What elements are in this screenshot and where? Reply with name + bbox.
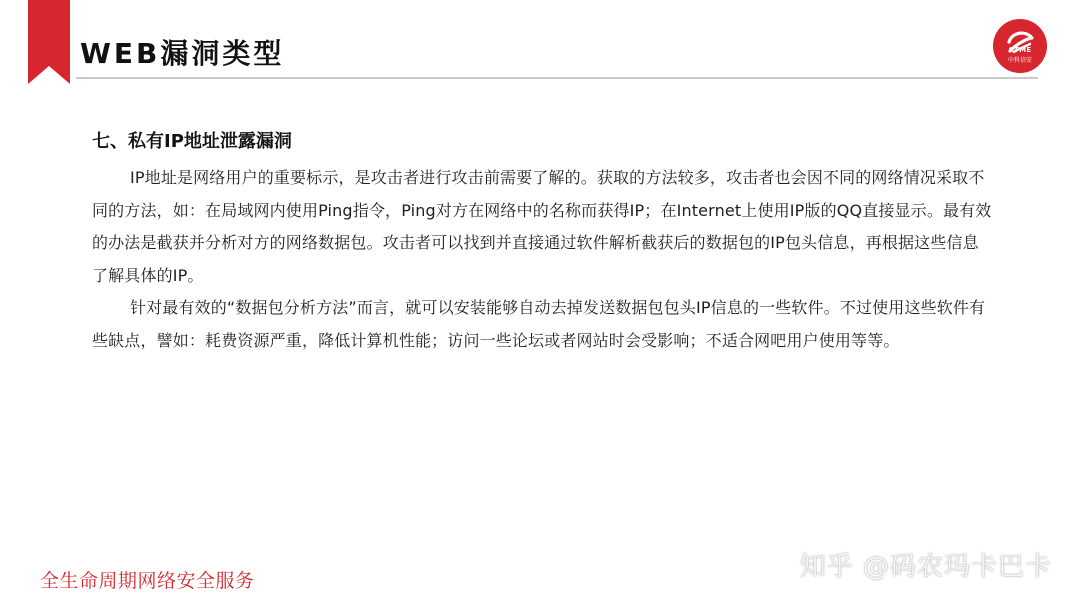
section-heading: 七、私有IP地址泄露漏洞 [92,131,292,152]
page-title: WEB漏洞类型 [80,37,285,70]
header-divider [76,77,1038,79]
paragraph-countermeasures: 针对最有效的“数据包分析方法”而言，就可以安装能够自动去掉发送数据包包头IP信息的一些软件。不过使用这些软件有些缺点，譬如：耗费资源严重，降低计算机性能；访问一些论坛或者网站时会受影响；不适合网吧用户使用等等。 [92,298,986,350]
paragraph-ip-acquisition: IP地址是网络用户的重要标示，是攻击者进行攻击前需要了解的。获取的方法较多，攻击者也会因不同的网络情况采取不同的方法，如：在局域网内使用Ping指令，Ping对方在网络中的名称而获得IP；在Internet上使用IP版的QQ直接显示。最有效的办法是截获并分析对方的网络数据包。攻击者可以找到并直接通过软件解析截获后的数据包的IP包头信息，再根据这些信息了解具体的IP。 [92,168,992,285]
footer-slogan: 全生命周期网络安全服务 [40,570,255,592]
bookmark-ribbon-icon [28,0,70,84]
main-content [92,128,992,357]
logo-sub-text: 中科信安 [1007,57,1032,64]
watermark-text: 知乎 @码农玛卡巴卡 [799,552,1052,582]
logo-brand-text: CTME [1008,46,1032,54]
